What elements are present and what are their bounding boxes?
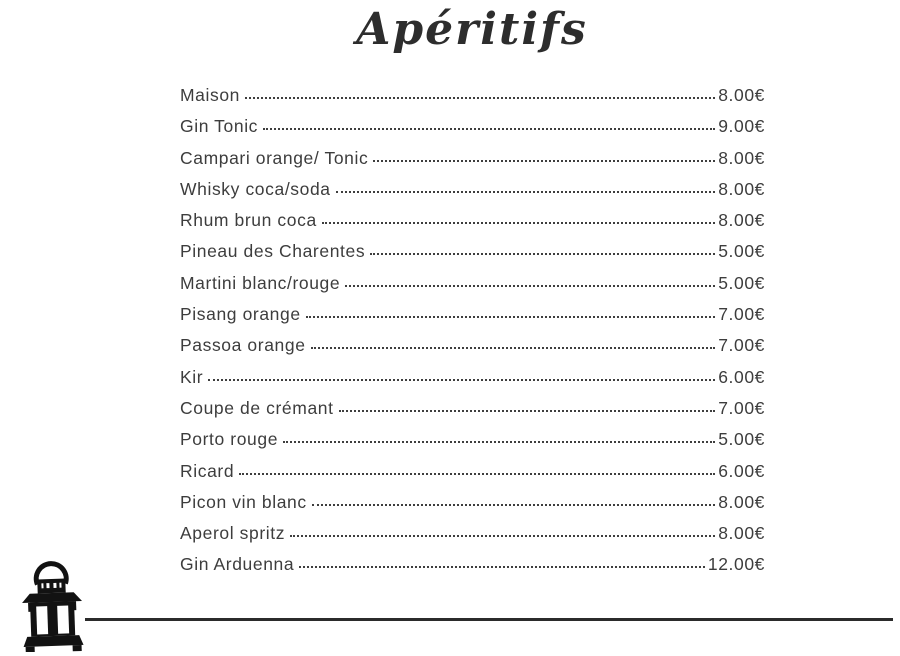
dotted-leader — [373, 160, 715, 162]
menu-item-name: Porto rouge — [180, 429, 279, 450]
dotted-leader — [306, 316, 716, 318]
dotted-leader — [208, 379, 715, 381]
menu-item-price: 6.00€ — [718, 460, 765, 481]
menu-item-name: Gin Tonic — [180, 116, 259, 137]
menu-item-row — [180, 85, 765, 116]
menu-item-name: Pineau des Charentes — [180, 241, 366, 262]
menu-item-row — [180, 241, 765, 272]
dotted-leader — [239, 473, 715, 475]
menu-item-name: Coupe de crémant — [180, 397, 334, 418]
menu-item-price: 7.00€ — [718, 335, 765, 356]
menu-item-name: Maison — [180, 85, 241, 105]
dotted-leader — [345, 285, 715, 287]
dotted-leader — [283, 441, 715, 443]
menu-item-row — [180, 116, 765, 147]
menu-item-name: Passoa orange — [180, 335, 306, 356]
menu-item-price: 8.00€ — [718, 147, 765, 168]
menu-item-row — [180, 335, 765, 366]
dotted-leader — [339, 410, 716, 412]
dotted-leader — [299, 566, 705, 568]
dotted-leader — [322, 222, 715, 224]
menu-item-name: Rhum brun coca — [180, 210, 317, 231]
page-title: Apéritifs — [356, 4, 588, 55]
menu-item-price: 8.00€ — [718, 523, 765, 544]
dotted-leader — [263, 128, 715, 130]
dotted-leader — [245, 97, 715, 99]
dotted-leader — [312, 504, 715, 506]
footer-divider — [85, 618, 893, 621]
menu-item-price: 8.00€ — [718, 210, 765, 231]
menu-item-row — [180, 429, 765, 460]
menu-item-price: 5.00€ — [718, 272, 765, 293]
dotted-leader — [370, 253, 715, 255]
menu-item-name: Campari orange/ Tonic — [180, 147, 369, 168]
menu-item-row — [180, 304, 765, 335]
menu-item-name: Gin Arduenna — [180, 554, 295, 575]
menu-item-price: 8.00€ — [718, 85, 765, 105]
menu-item-price: 7.00€ — [718, 397, 765, 418]
menu-item-price: 12.00€ — [707, 554, 765, 575]
menu-item-name: Ricard — [180, 460, 235, 481]
menu-item-name: Aperol spritz — [180, 523, 286, 544]
menu-item-price: 8.00€ — [718, 178, 765, 199]
menu-item-price: 5.00€ — [718, 429, 765, 450]
menu-item-row — [180, 398, 765, 429]
menu-item-row — [180, 210, 765, 241]
dotted-leader — [311, 347, 716, 349]
menu-item-price: 5.00€ — [718, 241, 765, 262]
menu-item-row — [180, 523, 765, 554]
menu-item-name: Kir — [180, 366, 204, 387]
menu-item-row — [180, 148, 765, 179]
menu-item-row — [180, 273, 765, 304]
menu-item-row — [180, 492, 765, 523]
menu-item-row — [180, 554, 765, 585]
menu-item-row — [180, 461, 765, 492]
menu-item-price: 8.00€ — [718, 491, 765, 512]
menu-item-price: 6.00€ — [718, 366, 765, 387]
dotted-leader — [336, 191, 716, 193]
menu-item-name: Whisky coca/soda — [180, 178, 331, 199]
menu-item-price: 9.00€ — [718, 116, 765, 137]
lantern-icon — [16, 550, 88, 652]
menu-item-row — [180, 179, 765, 210]
menu-item-price: 7.00€ — [718, 304, 765, 325]
menu-item-name: Pisang orange — [180, 304, 301, 325]
menu-item-row — [180, 367, 765, 398]
menu-item-name: Picon vin blanc — [180, 491, 307, 512]
menu-item-name: Martini blanc/rouge — [180, 272, 341, 293]
dotted-leader — [290, 535, 715, 537]
aperitifs-list — [180, 85, 765, 586]
